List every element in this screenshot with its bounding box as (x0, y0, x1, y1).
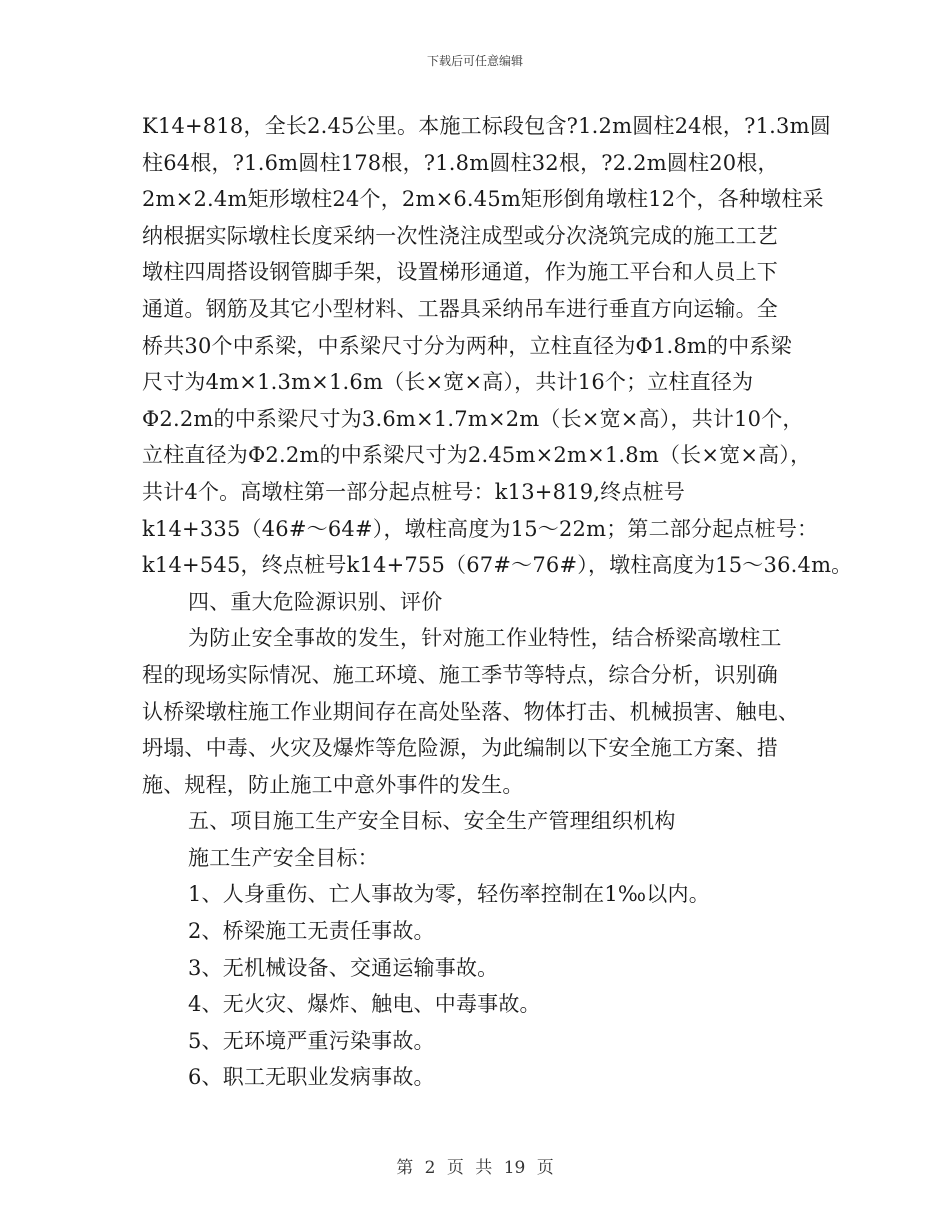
list-item: 3、无机械设备、交通运输事故。 (188, 955, 499, 980)
section-heading: 四、重大危险源识别、评价 (188, 589, 443, 614)
body-line: 桥共30个中系梁，中系梁尺寸分为两种，立柱直径为Φ1.8m的中系梁 (142, 333, 792, 358)
body-line: Φ2.2m的中系梁尺寸为3.6m×1.7m×2m（长×宽×高），共计10个， (142, 406, 804, 431)
list-item: 5、无环境严重污染事故。 (188, 1028, 435, 1053)
list-item: 4、无火灾、爆炸、触电、中毒事故。 (188, 992, 541, 1017)
body-line: 柱64根，?1.6m圆柱178根，?1.8m圆柱32根，?2.2m圆柱20根， (142, 150, 779, 175)
body-line: 墩柱四周搭设钢管脚手架，设置梯形通道，作为施工平台和人员上下 (142, 260, 778, 285)
body-line: 程的现场实际情况、施工环境、施工季节等特点，综合分析，识别确 (142, 662, 778, 687)
page-footer: 第 2 页 共 19 页 (396, 1158, 554, 1178)
body-line: 2m×2.4m矩形墩柱24个，2m×6.45m矩形倒角墩柱12个，各种墩柱采 (142, 187, 824, 212)
section-heading: 五、项目施工生产安全目标、安全生产管理组织机构 (188, 809, 676, 834)
sub-heading: 施工生产安全目标： (188, 845, 379, 870)
list-item: 6、职工无职业发病事故。 (188, 1065, 435, 1090)
body-line: 为防止安全事故的发生，针对施工作业特性，结合桥梁高墩柱工 (188, 626, 782, 651)
body-line: 通道。钢筋及其它小型材料、工器具采纳吊车进行垂直方向运输。全 (142, 296, 778, 321)
body-line: 尺寸为4m×1.3m×1.6m（长×宽×高），共计16个；立柱直径为 (142, 370, 754, 395)
body-line: 共计4个。高墩柱第一部分起点桩号：k13+819,终点桩号 (142, 479, 685, 504)
body-line: k14+545，终点桩号k14+755（67#～76#），墩柱高度为15～36.4m。 (142, 553, 853, 578)
body-line: k14+335（46#～64#），墩柱高度为15～22m；第二部分起点桩号： (142, 516, 819, 541)
list-item: 2、桥梁施工无责任事故。 (188, 919, 435, 944)
document-body (142, 108, 853, 1096)
body-line: 施、规程，防止施工中意外事件的发生。 (142, 772, 524, 797)
body-line: 认桥梁墩柱施工作业期间存在高处坠落、物体打击、机械损害、触电、 (142, 699, 800, 724)
body-line: K14+818，全长2.45公里。本施工标段包含?1.2m圆柱24根，?1.3m圆 (142, 114, 831, 138)
list-item: 1、人身重伤、亡人事故为零，轻伤率控制在1‰以内。 (188, 882, 710, 907)
page-header: 下载后可任意编辑 (426, 54, 523, 68)
body-line: 纳根据实际墩柱长度采纳一次性浇注成型或分次浇筑完成的施工工艺 (142, 223, 778, 248)
body-line: 坍塌、中毒、火灾及爆炸等危险源，为此编制以下安全施工方案、措 (142, 736, 778, 761)
body-line: 立柱直径为Φ2.2m的中系梁尺寸为2.45m×2m×1.8m（长×宽×高）， (142, 443, 812, 468)
